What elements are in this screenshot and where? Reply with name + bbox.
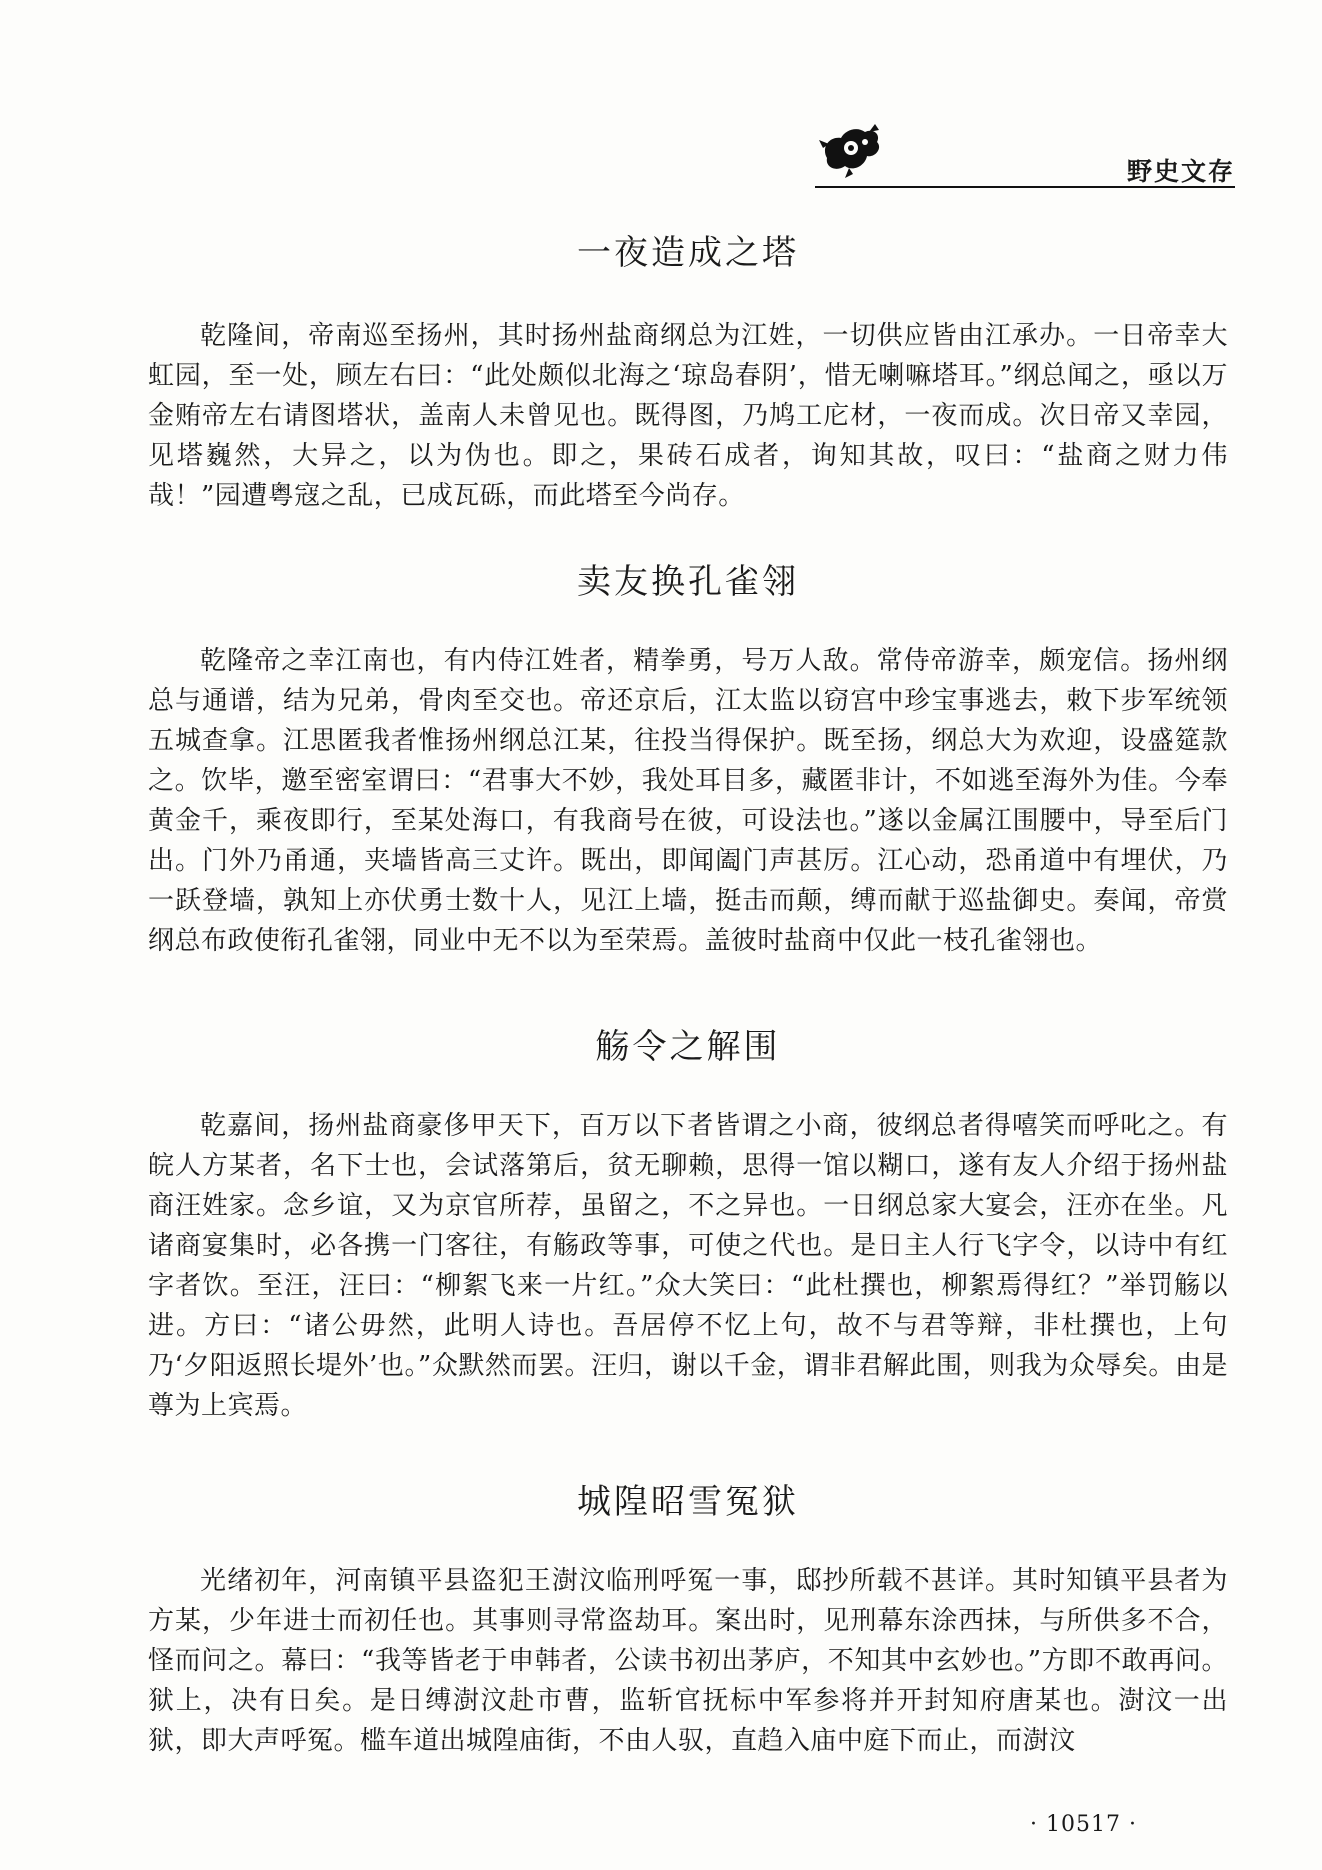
section-paragraph: 光绪初年，河南镇平县盗犯王澍汶临刑呼冤一事，邸抄所载不甚详。其时知镇平县者为方某，少年进士而初任也。其事则寻常盗劫耳。案出时，见刑幕东涂西抹，与所供多不合，怪而问之。幕曰：“我等皆老于申韩者，公读书初出茅庐，不知其中玄妙也。”方即不敢再问。狱上，决有日矣。是日缚澍汶赴市曹，监斩官抚标中军参将并开封知府唐某也。澍汶一出狱，即大声呼冤。槛车道出城隍庙街，不由人驭，直趋入庙中庭下而止，而澍汶 <box>148 1566 1228 1756</box>
section-title: 卖友换孔雀翎 <box>577 562 799 602</box>
section-paragraph: 乾嘉间，扬州盐商豪侈甲天下，百万以下者皆谓之小商，彼纲总者得嘻笑而呼叱之。有皖人方某者，名下士也，会试落第后，贫无聊赖，思得一馆以糊口，遂有友人介绍于扬州盐商汪姓家。念乡谊，又为京官所荐，虽留之，不之异也。一日纲总家大宴会，汪亦在坐。凡诸商宴集时，必各携一门客往，有觞政等事，可使之代也。是日主人行飞字令，以诗中有红字者饮。至汪，汪曰：“柳絮飞来一片红。”众大笑曰：“此杜撰也，柳絮焉得红？”举罚觞以进。方曰：“诸公毋然，此明人诗也。吾居停不忆上句，故不与君等辩，非杜撰也，上句乃‘夕阳返照长堤外’也。”众默然而罢。汪归，谢以千金，谓非君解此围，则我为众辱矣。由是尊为上宾焉。 <box>148 1111 1228 1421</box>
dragon-emblem-icon <box>815 118 885 180</box>
header-title: 野史文存 <box>1126 157 1235 186</box>
section-paragraph: 乾隆间，帝南巡至扬州，其时扬州盐商纲总为江姓，一切供应皆由江承办。一日帝幸大虹园，至一处，顾左右曰：“此处颇似北海之‘琼岛春阴’，惜无喇嘛塔耳。”纲总闻之，亟以万金贿帝左右请图塔状，盖南人未曾见也。既得图，乃鸠工庀材，一夜而成。次日帝又幸园，见塔巍然，大异之，以为伪也。即之，果砖石成者，询知其故，叹曰：“盐商之财力伟哉！”园遭粤寇之乱，已成瓦砾，而此塔至今尚存。 <box>148 321 1228 511</box>
page-content <box>148 225 1228 1761</box>
section-title: 城隍昭雪冤狱 <box>577 1482 799 1522</box>
section-title: 一夜造成之塔 <box>577 233 799 273</box>
section-title: 觞令之解围 <box>595 1027 781 1067</box>
header-rule <box>815 186 1235 188</box>
section-paragraph: 乾隆帝之幸江南也，有内侍江姓者，精拳勇，号万人敌。常侍帝游幸，颇宠信。扬州纲总与通谱，结为兄弟，骨肉至交也。帝还京后，江太监以窃宫中珍宝事逃去，敕下步军统领五城查拿。江思匿我者惟扬州纲总江某，往投当得保护。既至扬，纲总大为欢迎，设盛筵款之。饮毕，邀至密室谓曰：“君事大不妙，我处耳目多，藏匿非计，不如逃至海外为佳。今奉黄金千，乘夜即行，至某处海口，有我商号在彼，可设法也。”遂以金属江围腰中，导至后门出。门外乃甬通，夹墙皆高三丈许。既出，即闻阖门声甚厉。江心动，恐甬道中有埋伏，乃一跃登墙，孰知上亦伏勇士数十人，见江上墙，挺击而颠，缚而献于巡盐御史。奏闻，帝赏纲总布政使衔孔雀翎，同业中无不以为至荣焉。盖彼时盐商中仅此一枝孔雀翎也。 <box>148 646 1228 956</box>
page-header <box>815 118 1235 188</box>
page-number: · 10517 · <box>1030 1812 1137 1837</box>
